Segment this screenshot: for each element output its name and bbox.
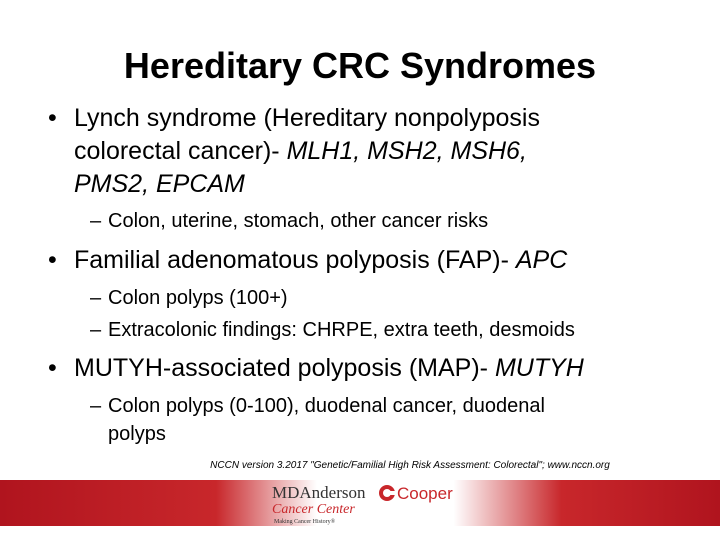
bullet-map	[48, 352, 584, 385]
bullet-line: PMS2, EPCAM	[74, 170, 245, 198]
sub-bullet-dash: –	[90, 319, 102, 341]
sub-bullet-text: Colon polyps (0-100), duodenal cancer, duodenal	[108, 395, 545, 417]
sub-bullet-dash: –	[90, 287, 102, 309]
footer-strip	[0, 526, 720, 540]
sub-bullet-dash: –	[90, 395, 102, 417]
bullet-lynch	[48, 102, 540, 201]
cooper-c-icon	[379, 485, 396, 501]
bullet-line: Lynch syndrome (Hereditary nonpolyposis	[74, 104, 540, 132]
sub-bullet-text: Colon, uterine, stomach, other cancer risks	[108, 210, 489, 232]
md-anderson-cooper-logo	[270, 480, 460, 526]
sub-bullet-text: polyps	[108, 423, 166, 445]
logo-tagline: Making Cancer History®	[274, 519, 336, 525]
bullet-fap	[48, 244, 567, 277]
logo-name-bottom: Cancer Center	[272, 502, 355, 517]
sub-bullet	[90, 392, 545, 448]
sub-bullet-text: Extracolonic findings: CHRPE, extra teeth, desmoids	[108, 319, 575, 341]
sub-bullet	[90, 207, 488, 235]
logo-partner: Cooper	[397, 484, 453, 503]
bullet-dot: •	[48, 354, 57, 382]
sub-bullet-dash: –	[90, 210, 102, 232]
bullet-line: Familial adenomatous polyposis (FAP)- APC	[74, 246, 568, 274]
logo-name-top: MDAnderson	[272, 483, 366, 502]
sub-bullet-text: Colon polyps (100+)	[108, 287, 288, 309]
sub-bullet	[90, 284, 288, 312]
bullet-dot: •	[48, 246, 57, 274]
citation: NCCN version 3.2017 "Genetic/Familial High Risk Assessment: Colorectal"; www.nccn.org	[210, 460, 610, 471]
bullet-line: colorectal cancer)- MLH1, MSH2, MSH6,	[74, 137, 527, 165]
bullet-line: MUTYH-associated polyposis (MAP)- MUTYH	[74, 354, 584, 382]
sub-bullet	[90, 316, 575, 344]
bullet-dot: •	[48, 104, 57, 132]
slide-title: Hereditary CRC Syndromes	[123, 45, 597, 86]
